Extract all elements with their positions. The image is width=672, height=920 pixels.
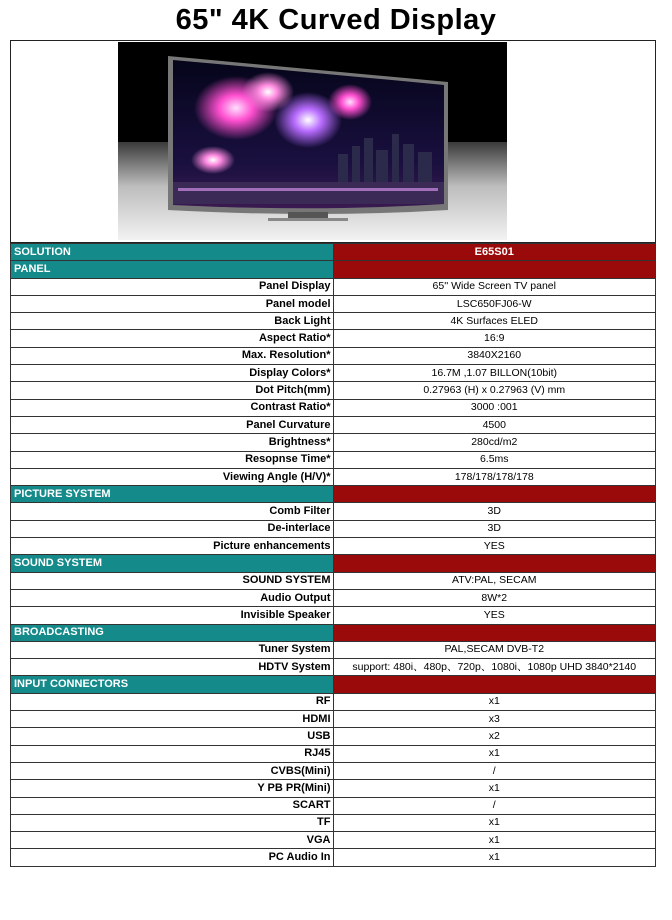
section-title: PICTURE SYSTEM [11, 486, 334, 503]
spec-label: SOUND SYSTEM [11, 572, 334, 589]
section-bar [333, 676, 656, 693]
spec-row [11, 659, 656, 676]
spec-label: RF [11, 693, 334, 710]
spec-table [10, 243, 656, 867]
page-title: 65" 4K Curved Display [175, 4, 497, 36]
spec-label: VGA [11, 832, 334, 849]
spec-value: 8W*2 [333, 589, 656, 606]
spec-label: Panel Curvature [11, 416, 334, 433]
spec-label: HDMI [11, 711, 334, 728]
spec-label: Picture enhancements [11, 538, 334, 555]
spec-row [11, 711, 656, 728]
spec-value: 3D [333, 503, 656, 520]
spec-value: support: 480i、480p、720p、1080i、1080p UHD 3840*2140 [333, 659, 656, 676]
spec-value: LSC650FJ06-W [333, 295, 656, 312]
section-title: SOUND SYSTEM [11, 555, 334, 572]
spec-row [11, 503, 656, 520]
spec-value: x1 [333, 849, 656, 866]
spec-row [11, 278, 656, 295]
spec-row [11, 295, 656, 312]
spec-row [11, 814, 656, 831]
spec-value: 65'' Wide Screen TV panel [333, 278, 656, 295]
spec-value: YES [333, 538, 656, 555]
spec-value: / [333, 762, 656, 779]
spec-label: Viewing Angle (H/V)* [11, 468, 334, 485]
spec-row [11, 641, 656, 658]
spec-label: Brightness* [11, 434, 334, 451]
section-bar [333, 486, 656, 503]
spec-row [11, 728, 656, 745]
spec-value: 0.27963 (H) x 0.27963 (V) mm [333, 382, 656, 399]
spec-label: Resopnse Time* [11, 451, 334, 468]
spec-label: Display Colors* [11, 365, 334, 382]
solution-label: SOLUTION [11, 244, 334, 261]
spec-label: Tuner System [11, 641, 334, 658]
spec-value: x1 [333, 693, 656, 710]
spec-row [11, 832, 656, 849]
spec-row [11, 434, 656, 451]
spec-value: 4K Surfaces ELED [333, 313, 656, 330]
section-header [11, 261, 656, 278]
spec-value: / [333, 797, 656, 814]
section-header [11, 555, 656, 572]
spec-label: RJ45 [11, 745, 334, 762]
spec-value: x1 [333, 780, 656, 797]
section-title: BROADCASTING [11, 624, 334, 641]
spec-value: YES [333, 607, 656, 624]
section-bar [333, 624, 656, 641]
spec-label: USB [11, 728, 334, 745]
spec-label: Aspect Ratio* [11, 330, 334, 347]
spec-value: 3000 :001 [333, 399, 656, 416]
section-title: INPUT CONNECTORS [11, 676, 334, 693]
spec-row [11, 416, 656, 433]
spec-row [11, 745, 656, 762]
spec-label: Contrast Ratio* [11, 399, 334, 416]
spec-value: 3D [333, 520, 656, 537]
spec-row [11, 347, 656, 364]
section-header [11, 486, 656, 503]
spec-row [11, 607, 656, 624]
spec-row [11, 382, 656, 399]
spec-label: SCART [11, 797, 334, 814]
section-header [11, 624, 656, 641]
section-header [11, 676, 656, 693]
spec-label: Audio Output [11, 589, 334, 606]
spec-value: 4500 [333, 416, 656, 433]
spec-label: Back Light [11, 313, 334, 330]
spec-value: 16.7M ,1.07 BILLON(10bit) [333, 365, 656, 382]
spec-label: CVBS(Mini) [11, 762, 334, 779]
spec-label: De-interlace [11, 520, 334, 537]
spec-value: 3840X2160 [333, 347, 656, 364]
spec-value: x3 [333, 711, 656, 728]
spec-label: TF [11, 814, 334, 831]
spec-label: Invisible Speaker [11, 607, 334, 624]
section-bar [333, 261, 656, 278]
curved-tv-fireworks-image [118, 42, 507, 240]
spec-label: Panel model [11, 295, 334, 312]
spec-row [11, 849, 656, 866]
spec-row [11, 468, 656, 485]
spec-label: Y PB PR(Mini) [11, 780, 334, 797]
spec-value: 16:9 [333, 330, 656, 347]
model-name: E65S01 [333, 244, 656, 261]
spec-row [11, 330, 656, 347]
spec-row [11, 693, 656, 710]
spec-row [11, 538, 656, 555]
spec-value: 178/178/178/178 [333, 468, 656, 485]
spec-row [11, 399, 656, 416]
spec-label: Max. Resolution* [11, 347, 334, 364]
section-title: PANEL [11, 261, 334, 278]
spec-value: x1 [333, 814, 656, 831]
spec-row [11, 762, 656, 779]
spec-row [11, 520, 656, 537]
spec-row [11, 313, 656, 330]
solution-row [11, 244, 656, 261]
spec-value: x1 [333, 832, 656, 849]
spec-value: ATV:PAL, SECAM [333, 572, 656, 589]
spec-row [11, 365, 656, 382]
spec-row [11, 451, 656, 468]
spec-value: 6.5ms [333, 451, 656, 468]
section-bar [333, 555, 656, 572]
spec-label: Panel Display [11, 278, 334, 295]
spec-value: x1 [333, 745, 656, 762]
spec-value: 280cd/m2 [333, 434, 656, 451]
spec-row [11, 797, 656, 814]
spec-row [11, 780, 656, 797]
spec-row [11, 572, 656, 589]
spec-label: PC Audio In [11, 849, 334, 866]
spec-label: HDTV System [11, 659, 334, 676]
spec-value: PAL,SECAM DVB-T2 [333, 641, 656, 658]
spec-row [11, 589, 656, 606]
spec-label: Dot Pitch(mm) [11, 382, 334, 399]
spec-value: x2 [333, 728, 656, 745]
spec-label: Comb Filter [11, 503, 334, 520]
